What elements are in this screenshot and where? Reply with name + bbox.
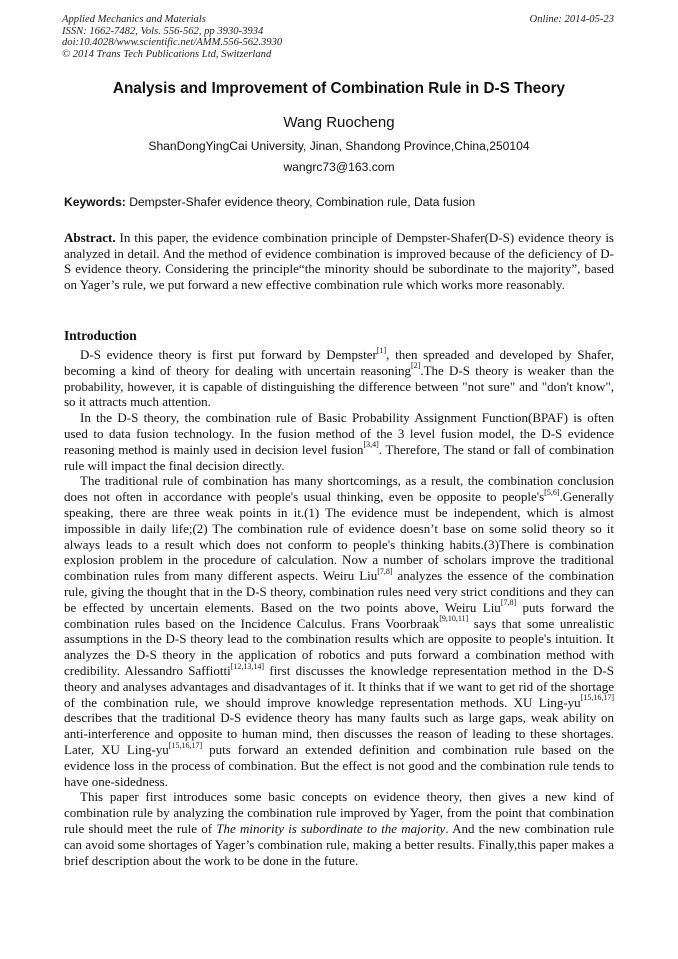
text-run: analyzes the essence of the combination rule, giving the thought that in the D-S theory, combination rules need very strict conditions and they can be effected by uncertain elements. Based on the two points above, Weiru Liu [64, 568, 614, 615]
paper-title: Analysis and Improvement of Combination Rule in D-S Theory [112, 80, 566, 97]
text-run: says that some unrealistic assumptions in the D-S theory lead to the combination results which are opposite to people's intuition. It analyzes the D-S theory in the application of robotics and puts forward a combination method with credibility. Alessandro Saffiotti [64, 615, 614, 678]
text-run: puts forward the combination rules based on the Incidence Calculus. Frans Voorbraak [64, 599, 614, 631]
journal-name: Applied Mechanics and Materials [62, 14, 206, 25]
citation: [9,10,11] [439, 614, 469, 624]
citation: [2] [411, 361, 421, 371]
keywords-label: Keywords: [64, 195, 126, 209]
keywords-text: Dempster-Shafer evidence theory, Combination rule, Data fusion [125, 195, 476, 209]
online-date: Online: 2014-05-23 [529, 14, 614, 25]
citation: [3,4] [363, 440, 379, 450]
citation: [15,16,17] [580, 693, 614, 703]
text-run: , then spreaded and developed by Shafer, becoming a kind of theory for dealing with uncertain reasoning [64, 347, 615, 378]
citation: [12,13,14] [230, 661, 265, 671]
text-run: . And the new combination rule can avoid some shortages of Yager’s combination rule, making a better results. Finally,this paper makes a brief description about the work to be done in the future. [64, 820, 614, 868]
journal-doi: doi:10.4028/www.scientific.net/AMM.556-562.3930 [62, 37, 283, 48]
journal-issn: ISSN: 1662-7482, Vols. 556-562, pp 3930-3934 [62, 25, 264, 37]
text-run: puts forward an extended definition and combination rule based on the evidence loss in the process of combination. But the effect is not good and the combination rule tends to have one-sidedness. [64, 741, 614, 789]
citation: [7,8] [500, 598, 517, 608]
text-run: The traditional rule of combination has many shortcomings, as a result, the combination conclusion does not often in accordance with people's usual thinking, even be opposite to people's [64, 473, 614, 505]
journal-header [62, 14, 618, 60]
text-run: D-S evidence theory is first put forward by Dempster [80, 347, 377, 362]
paragraph [64, 473, 614, 789]
text-run: .Generally speaking, there are three weak points in it.(1) The evidence must be independent, which is almost impossible in daily life;(2) The combination rule of evidence doesn’t base on some solid theory so it always leads to a result which does not conform to people's thinking habits.(3)There is combination explosion problem in the procedure of calculation. Now a number of scholars improve the traditional combination rules from many different aspects. Weiru Liu [64, 489, 614, 584]
abstract [64, 230, 614, 293]
introduction-body [64, 347, 614, 868]
author-email: wangrc73@163.com [283, 160, 395, 174]
paragraph [64, 347, 614, 410]
citation: [5,6] [544, 487, 560, 497]
citation: [7,8] [377, 566, 393, 576]
section-heading-introduction: Introduction [64, 328, 137, 343]
emphasis: The minority is subordinate to the majority [216, 820, 446, 836]
text-run: .The D-S theory is weaker than the probability, however, it is capable of distinguishing the difference between "not sure" and "don't know", so it attracts much attention. [64, 362, 614, 410]
text-run: . Therefore, The stand or fall of combination rule will impact the final decision directly. [64, 441, 614, 473]
abstract-label: Abstract. [64, 230, 116, 245]
paragraph [64, 410, 614, 473]
abstract-text: In this paper, the evidence combination principle of Dempster-Shafer(D-S) evidence theory is analyzed in detail. And the method of evidence combination is improved because of the deficiency of D-S evidence theory. Considering the principle“the minority should be subordinate to the majority”, based on Yager’s rule, we put forward a new effective combination rule which works more reasonably. [64, 230, 614, 293]
text-run: describes that the traditional D-S evidence theory has many faults such as large gaps, weak ability on anti-interference and opposite to human mind, then discusses the reason of leading to these shortages. Later, XU Ling-yu [64, 710, 614, 757]
paper-author: Wang Ruocheng [283, 114, 395, 131]
text-run: In the D-S theory, the combination rule of Basic Probability Assignment Function(BPAF) is often used to data fusion technology. In the fusion method of the 3 level fusion model, the D-S evidence reasoning method is mainly used in decision level fusion [64, 410, 614, 457]
paper-affiliation: ShanDongYingCai University, Jinan, Shandong Province,China,250104 [148, 139, 530, 153]
text-run: This paper first introduces some basic concepts on evidence theory, then gives a new kind of combination rule by analyzing the combination rule improved by Yager, from the point that combination rule should meet the rule of [64, 789, 614, 836]
text-run: first discusses the knowledge representation method in the D-S theory and analyses advantages and disadvantages of it. It thinks that if we want to get rid of the shortage of the combination rule, we should improve knowledge representation methods. XU Ling-yu [64, 662, 614, 710]
paragraph [64, 789, 614, 868]
citation: [15,16,17] [168, 740, 203, 750]
journal-copyright: © 2014 Trans Tech Publications Ltd, Switzerland [62, 48, 272, 60]
citation: [1] [376, 345, 387, 355]
keywords [64, 195, 616, 209]
